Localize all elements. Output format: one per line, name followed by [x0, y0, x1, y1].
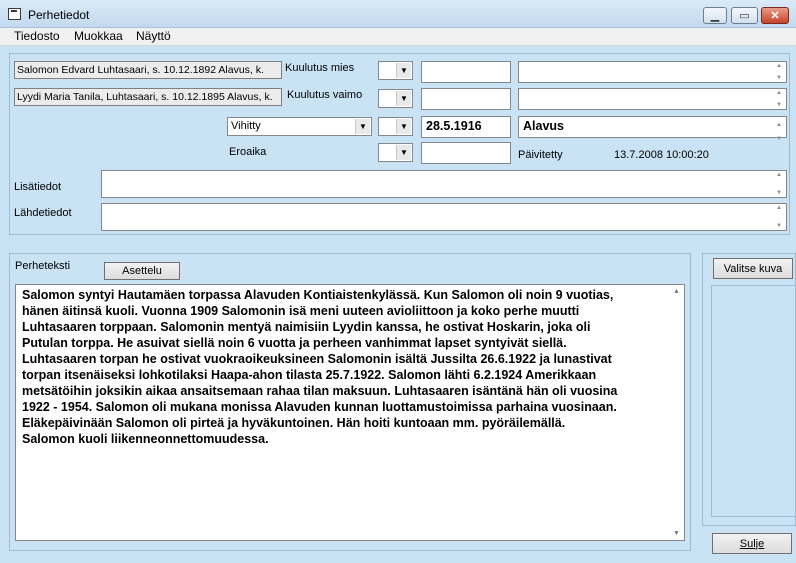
- title-bar: [0, 0, 796, 28]
- close-icon[interactable]: ✕: [761, 7, 789, 24]
- marriage-type-value: Vihitty: [231, 120, 261, 132]
- chevron-down-icon[interactable]: ▼: [396, 145, 411, 160]
- banns-husband-date-input[interactable]: [421, 61, 511, 83]
- chevron-down-icon[interactable]: ▼: [396, 63, 411, 78]
- spin-icon[interactable]: ▲ ▼: [776, 205, 782, 229]
- menu-muokkaa[interactable]: Muokkaa: [74, 29, 123, 43]
- banns-husband-label: Kuulutus mies: [285, 62, 355, 74]
- marriage-date-qualifier-dropdown[interactable]: [378, 117, 413, 136]
- banns-wife-place-input[interactable]: [518, 88, 787, 110]
- marriage-date-input[interactable]: 28.5.1916: [421, 116, 511, 138]
- sources-label: Lähdetiedot: [14, 207, 72, 219]
- image-frame: [711, 285, 796, 517]
- layout-button[interactable]: Asettelu: [104, 262, 180, 280]
- scrollbar[interactable]: [670, 286, 683, 539]
- husband-field[interactable]: Salomon Edvard Luhtasaari, s. 10.12.1892 Alavus, k.: [14, 61, 282, 79]
- wife-field[interactable]: Lyydi Maria Tanila, Luhtasaari, s. 10.12.1895 Alavus, k.: [14, 88, 282, 106]
- chevron-down-icon[interactable]: ▼: [396, 91, 411, 106]
- minimize-icon[interactable]: ▁: [703, 7, 727, 24]
- menu-nayttto[interactable]: Näyttö: [136, 29, 171, 43]
- scroll-down-icon[interactable]: ▼: [673, 530, 680, 537]
- chevron-down-icon[interactable]: ▼: [396, 119, 411, 134]
- marriage-place-value: Alavus: [523, 119, 564, 133]
- sources-input[interactable]: [101, 203, 787, 231]
- divorce-label: Eroaika: [229, 146, 267, 158]
- scroll-up-icon[interactable]: ▲: [673, 288, 680, 295]
- maximize-icon[interactable]: ▭: [731, 7, 758, 24]
- spin-icon[interactable]: ▲ ▼: [776, 90, 782, 108]
- spin-icon[interactable]: ▲ ▼: [776, 63, 782, 81]
- extra-info-label: Lisätiedot: [14, 181, 62, 193]
- extra-info-input[interactable]: [101, 170, 787, 198]
- updated-value: 13.7.2008 10:00:20: [614, 149, 709, 161]
- family-text-area[interactable]: [15, 284, 685, 541]
- spin-icon[interactable]: ▲ ▼: [776, 172, 782, 196]
- updated-label: Päivitetty: [518, 149, 563, 161]
- family-text-content: Salomon syntyi Hautamäen torpassa Alavuden Kontiaistenkylässä. Kun Salomon oli noin 9 vuotias, hänen äitinsä kuoli. Vuonna 1909 Salomonin isä meni uuteen avioliittoon ja koko perhe muutti Luhtasaaren torppaan. Salomonin mentyä naimisiin Lyydin kanssa, he ostivat Hoskarin, joka oli Putulan torppa. He asuivat siellä noin 6 vuotta ja perheen vanhimmat lapset syntyivät siellä. Luhtasaaren torpan he ostivat vuokraoikeuksineen Salomonin isältä Jussilta 26.6.1922 ja lunastivat torpan itsenäiseksi lohkotilaksi Haapa-ahon tilasta 25.7.1922. Salomon lähti 6.2.1924 Amerikkaan metsätöihin joksikin aikaa ansaitsemaan rahaa tilan maksuun. Luhtasaaren isäntänä hän oli vuosina 1922 - 1954. Salomon oli mukana monissa Alavuden kunnan luottamustoimissa parhaina vuosinaan. Eläkepäivinään Salomon oli pirteä ja hyväkuntoinen. Hän hoiti kuntoaan mm. pyöräilemällä. Salomon kuoli liikenneonnettomuudessa.: [22, 288, 618, 446]
- banns-wife-dropdown[interactable]: [378, 89, 413, 108]
- marriage-place-input[interactable]: [518, 116, 787, 142]
- close-button[interactable]: Sulje: [712, 533, 792, 554]
- banns-husband-dropdown[interactable]: [378, 61, 413, 80]
- menu-tiedosto[interactable]: Tiedosto: [14, 29, 60, 43]
- banns-husband-place-input[interactable]: [518, 61, 787, 83]
- window-title: Perhetiedot: [28, 8, 90, 22]
- chevron-down-icon[interactable]: ▼: [355, 119, 370, 134]
- banns-wife-label: Kuulutus vaimo: [287, 89, 363, 101]
- window-icon: [8, 8, 21, 20]
- choose-image-button[interactable]: Valitse kuva: [713, 258, 793, 279]
- divorce-date-input[interactable]: [421, 142, 511, 164]
- divorce-dropdown[interactable]: [378, 143, 413, 162]
- marriage-type-select[interactable]: [227, 117, 372, 136]
- family-text-label: Perheteksti: [15, 260, 71, 272]
- banns-wife-date-input[interactable]: [421, 88, 511, 110]
- spin-icon[interactable]: ▲ ▼: [776, 122, 782, 142]
